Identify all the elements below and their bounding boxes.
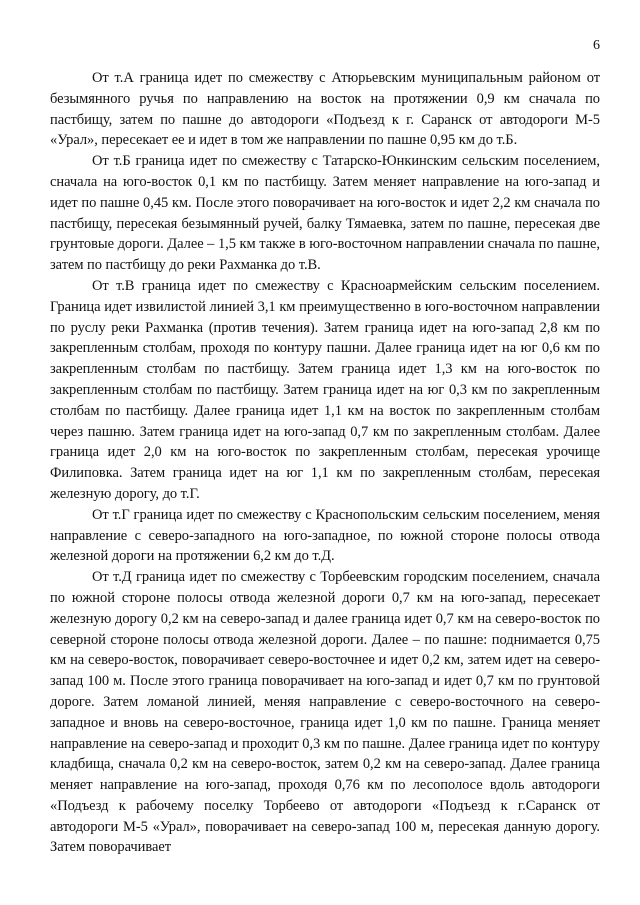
paragraph-point-a: От т.А граница идет по смежеству с Атюрьевским муниципальным районом от безымянного ручья по направлению на восток на протяжении 0,9 км сначала по пастбищу, затем по пашне до автодороги «Подъезд к г. Саранск от автодороги М-5 «Урал», пересекает ее и идет в том же направлении по пашне 0,95 км до т.Б. [50, 70, 600, 149]
paragraph-point-b: От т.Б граница идет по смежеству с Татарско-Юнкинским сельским поселением, сначала на юго-восток 0,1 км по пастбищу. Затем меняет направление на юго-запад и идет по пашне 0,45 км. После этого поворачивает на юго-восток и идет 2,2 км сначала по пастбищу, пересекая безымянный ручей, балку Тямаевка, затем по пашне, пересекая две грунтовые дороги. Далее – 1,5 км также в юго-восточном направлении сначала по пашне, затем по пастбищу до реки Рахманка до т.В. [50, 153, 600, 274]
paragraph-point-d: От т.Д граница идет по смежеству с Торбеевским городским поселением, сначала по южной стороне полосы отвода железной дороги 0,7 км на юго-запад, пересекает железную дорогу 0,2 км на северо-запад и далее граница идет 0,7 км на северо-восток по северной стороне полосы отвода железной дороги. Далее – по пашне: поднимается 0,75 км на северо-восток, поворачивает северо-восточнее и идет 0,2 км, затем идет на северо-запад 100 м. После этого граница поворачивает на юго-запад и идет 0,7 км по грунтовой дороге. Затем ломаной линией, меняя направление с северо-восточного на северо-западное и вновь на северо-восточное, граница идет 1,0 км по пашне. Граница меняет направление на северо-запад и проходит 0,3 км по пашне. Далее граница идет по контуру кладбища, сначала 0,2 км на северо-восток, затем 0,2 км на северо-запад. Далее граница меняет направление на юго-запад, проходя 0,76 км по лесополосе вдоль автодороги «Подъезд к рабочему поселку Торбеево от автодороги «Подъезд к г.Саранск от автодороги М-5 «Урал», поворачивает на северо-запад 100 м, пересекая данную дорогу. Затем поворачивает [50, 569, 600, 856]
paragraph-point-v: От т.В граница идет по смежеству с Красноармейским сельским поселением. Граница идет извилистой линией 3,1 км преимущественно в юго-восточном направлении по руслу реки Рахманка (против течения). Затем граница идет на юго-запад 2,8 км по закрепленным столбам, проходя по контуру пашни. Далее граница идет на юг 0,6 км по закрепленным столбам по пастбищу. Затем граница идет 1,3 км на юго-восток по закрепленным столбам по пастбищу. Затем граница идет на юг 0,3 км по закрепленным столбам по пастбищу. Далее граница идет 1,1 км на восток по закрепленным столбам через пашню. Затем граница идет на юго-запад 0,7 км по закрепленным столбам. Далее граница идет 2,0 км на юго-восток по закрепленным столбам, пересекая урочище Филиповка. Затем граница идет на юг 1,1 км по закрепленным столбам, пересекая железную дорогу, до т.Г. [50, 277, 600, 502]
document-body [50, 68, 600, 858]
paragraph-point-g: От т.Г граница идет по смежеству с Краснопольским сельским поселением, меняя направление с северо-западного на юго-западное, по южной стороне полосы отвода железной дороги на протяжении 6,2 км до т.Д. [50, 506, 600, 565]
page-number: 6 [593, 38, 600, 53]
